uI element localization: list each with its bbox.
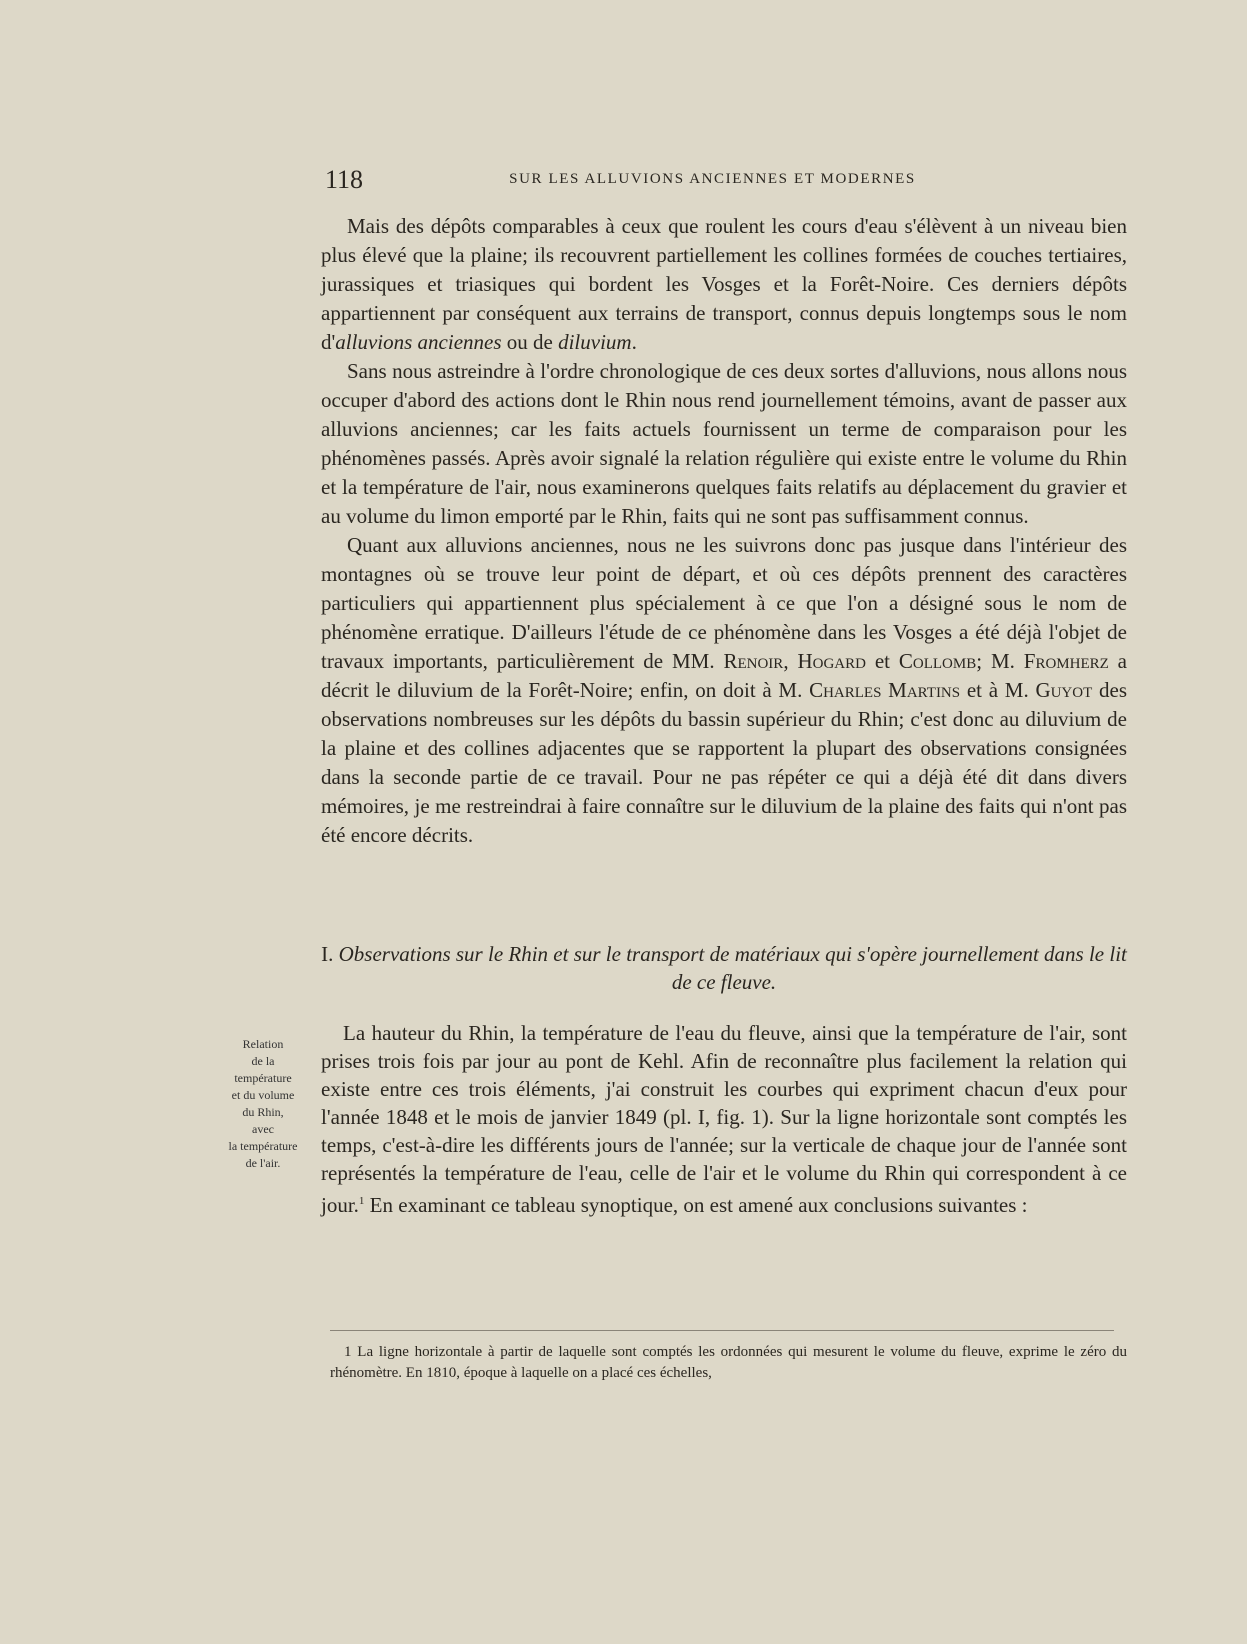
author-name: Renoir <box>723 649 784 673</box>
footnote-text: La ligne horizontale à partir de laquelle sont comptés les ordonnées qui mesurent le volume du fleuve, exprime le zéro du rhénomètre. En 1810, époque à laquelle on a placé ces échelles, <box>330 1344 1128 1381</box>
main-text <box>321 212 1127 850</box>
margin-note-line: Relation <box>242 1037 284 1051</box>
footnote-number: 1 <box>344 1344 352 1360</box>
text-run: Quant aux alluvions anciennes, nous ne les suivrons donc pas jusque dans l'intérieur des montagnes où se trouve leur point de départ, et où ces dépôts prennent des caractères particuliers qui appartiennent plus spécialement à ce que l'on a désigné sous le nom de phénomène erratique. D'ailleurs l'étude de ce phénomène dans les Vosges a été déjà l'objet de travaux importants, particulièrement de MM. <box>321 533 1127 673</box>
margin-note-line: avec <box>252 1122 274 1136</box>
text-run: ; M. <box>976 649 1024 673</box>
footnote-reference[interactable]: 1 <box>358 1195 365 1207</box>
text-run: et <box>865 649 899 673</box>
margin-note-line: du Rhin, <box>242 1105 284 1119</box>
margin-note-line: de la <box>251 1054 275 1068</box>
section-heading <box>321 940 1127 996</box>
text-run: En examinant ce tableau synoptique, on est amené aux conclusions suivantes : <box>364 1193 1028 1217</box>
page-number: 118 <box>325 165 364 194</box>
margin-note-line: et du volume <box>231 1088 295 1102</box>
text-run: La hauteur du Rhin, la température de l'eau du fleuve, ainsi que la température de l'air, sont prises trois fois par jour au pont de Kehl. Afin de reconnaître plus facilement la relation qui existe entre ces trois éléments, j'ai construit les courbes qui expriment chacun d'eux pour l'année 1848 et le mois de janvier 1849 (pl. I, fig. 1). Sur la ligne horizontale sont comptés les temps, c'est-à-dire les différents jours de l'année; sur la verticale de chaque jour de l'année sont représentés la température de l'eau, celle de l'air et le volume du Rhin qui correspondent à ce jour. <box>321 1021 1127 1217</box>
author-name: Guyot <box>1035 678 1093 702</box>
page-header <box>325 165 1125 195</box>
text-run: . <box>631 330 637 354</box>
italic-term: alluvions anciennes <box>335 330 502 354</box>
text-run: , <box>783 649 798 673</box>
paragraph-3 <box>321 531 1127 850</box>
text-run: ou de <box>501 330 559 354</box>
paragraph-2: Sans nous astreindre à l'ordre chronologique de ces deux sortes d'alluvions, nous allons nous occuper d'abord des actions dont le Rhin nous rend journellement témoins, avant de passer aux alluvions anciennes; car les faits actuels fournissent un terme de comparaison pour les phénomènes passés. Après avoir signalé la relation régulière qui existe entre le volume du Rhin et la température de l'air, nous examinerons quelques faits relatifs au déplacement du gravier et au volume du limon emporté par le Rhin, faits qui ne sont pas suffisamment connus. <box>321 359 1127 528</box>
author-name: Fromherz <box>1023 649 1109 673</box>
margin-note-line: de l'air. <box>245 1156 281 1170</box>
section-number: I. <box>321 942 334 966</box>
author-name: Collomb <box>898 649 977 673</box>
section-title: Observations sur le Rhin et sur le transport de matériaux qui s'opère journellement dans le lit de ce fleuve. <box>338 942 1127 994</box>
italic-term: diluvium <box>558 330 632 354</box>
text-run: Mais des dépôts comparables à ceux que roulent les cours d'eau s'élèvent à un niveau bien plus élevé que la plaine; ils recouvrent partiellement les collines formées de couches tertiaires, jurassiques et triasiques qui bordent les Vosges et la Forêt-Noire. Ces derniers dépôts appartiennent par conséquent aux terrains de transport, connus depuis longtemps sous le nom d' <box>321 214 1127 354</box>
footnote-divider <box>330 1330 1114 1331</box>
margin-note <box>208 1036 318 1172</box>
author-name: Charles Martins <box>809 678 961 702</box>
paragraph-1 <box>321 212 1127 357</box>
footnote-paragraph <box>330 1342 1127 1384</box>
running-head: SUR LES ALLUVIONS ANCIENNES ET MODERNES <box>509 171 916 187</box>
paragraph-4 <box>321 1019 1127 1219</box>
author-name: Hogard <box>797 649 866 673</box>
text-run: et à M. <box>960 678 1036 702</box>
footnote <box>330 1342 1127 1384</box>
text-run: des observations nombreuses sur les dépôts du bassin supérieur du Rhin; c'est donc au diluvium de la plaine et des collines adjacentes que se rapportent la plupart des observations consignées dans la seconde partie de ce travail. Pour ne pas répéter ce qui a déjà été dit dans divers mémoires, je me restreindrai à faire connaître sur le diluvium de la plaine des faits qui n'ont pas été encore décrits. <box>321 678 1127 847</box>
text-run: a décrit le diluvium de la Forêt-Noire; enfin, on doit à M. <box>321 649 1127 702</box>
margin-note-line: la température <box>228 1139 298 1153</box>
section-text <box>321 1019 1127 1219</box>
margin-note-line: température <box>234 1071 292 1085</box>
